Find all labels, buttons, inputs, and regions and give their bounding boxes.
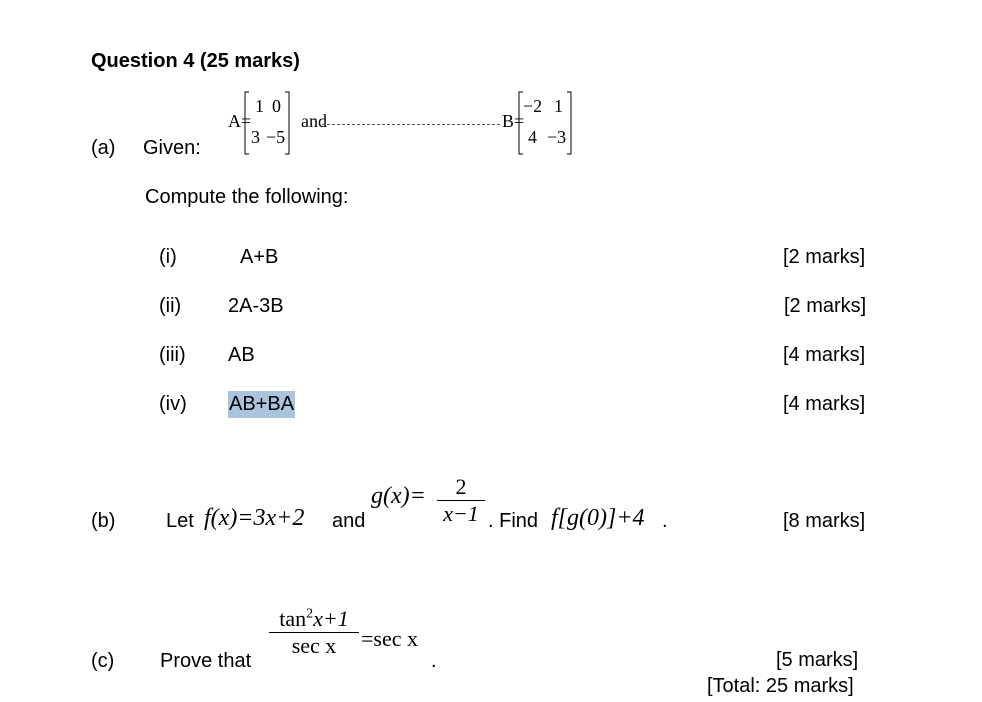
item-expr: 2A-3B (228, 295, 284, 317)
part-b-label: (b) (91, 510, 116, 532)
c-fraction (269, 606, 359, 659)
g-denominator: x−1 (443, 501, 479, 526)
item-marks: [4 marks] (783, 344, 866, 366)
prove-text: Prove that (160, 650, 252, 672)
matrix-a-cell: 1 (255, 96, 264, 116)
and-text-b: and (332, 510, 366, 532)
matrix-b-cell: 1 (554, 96, 563, 116)
item-label: (ii) (159, 295, 182, 317)
matrix-a-cell: −5 (266, 127, 286, 147)
matrix-a (243, 90, 291, 156)
find-expression: f[g(0)]+4 (551, 505, 645, 531)
g-numerator: 2 (455, 474, 467, 499)
find-text: . Find (488, 510, 539, 532)
f-definition: f(x)=3x+2 (204, 505, 305, 531)
part-a-label: (a) (91, 137, 116, 159)
item-label: (iii) (159, 344, 186, 366)
part-b-marks: [8 marks] (783, 510, 866, 532)
item-expr: AB (228, 344, 255, 366)
item-marks: [2 marks] (783, 246, 866, 268)
g-fraction (437, 474, 485, 527)
item-expr-highlighted[interactable]: AB+BA (228, 391, 295, 418)
matrix-b-cell: −3 (547, 127, 567, 147)
dashed-placeholder (322, 124, 500, 125)
c-numerator (269, 606, 359, 632)
item-label: (i) (159, 246, 177, 268)
matrix-b-cell: −2 (523, 96, 543, 116)
part-c-marks: [5 marks] (776, 649, 859, 671)
part-c-label: (c) (91, 650, 115, 672)
end-period-c: . (431, 650, 437, 672)
c-rhs: =sec x (361, 626, 418, 651)
tan-text: tan (279, 606, 307, 631)
numerator-rest: x+1 (313, 606, 349, 631)
matrix-b (517, 90, 573, 156)
question-title: Question 4 (25 marks) (91, 50, 300, 72)
total-marks: [Total: 25 marks] (707, 675, 854, 697)
exponent: 2 (306, 606, 314, 622)
let-text: Let (166, 510, 194, 532)
matrix-b-cell: 4 (528, 127, 537, 147)
item-marks: [2 marks] (784, 295, 867, 317)
instruction-text: Compute the following: (145, 186, 349, 208)
item-label: (iv) (159, 393, 187, 415)
g-lhs: g(x)= (371, 483, 426, 509)
matrix-a-name: A= (228, 111, 252, 131)
matrix-b-name: B= (502, 111, 525, 131)
item-marks: [4 marks] (783, 393, 866, 415)
and-text: and (301, 111, 327, 131)
given-label: Given: (143, 137, 201, 159)
item-expr: A+B (240, 246, 279, 268)
end-period-b: . (662, 510, 668, 532)
matrix-a-cell: 0 (272, 96, 281, 116)
c-denominator: sec x (291, 633, 337, 658)
matrix-a-cell: 3 (251, 127, 260, 147)
